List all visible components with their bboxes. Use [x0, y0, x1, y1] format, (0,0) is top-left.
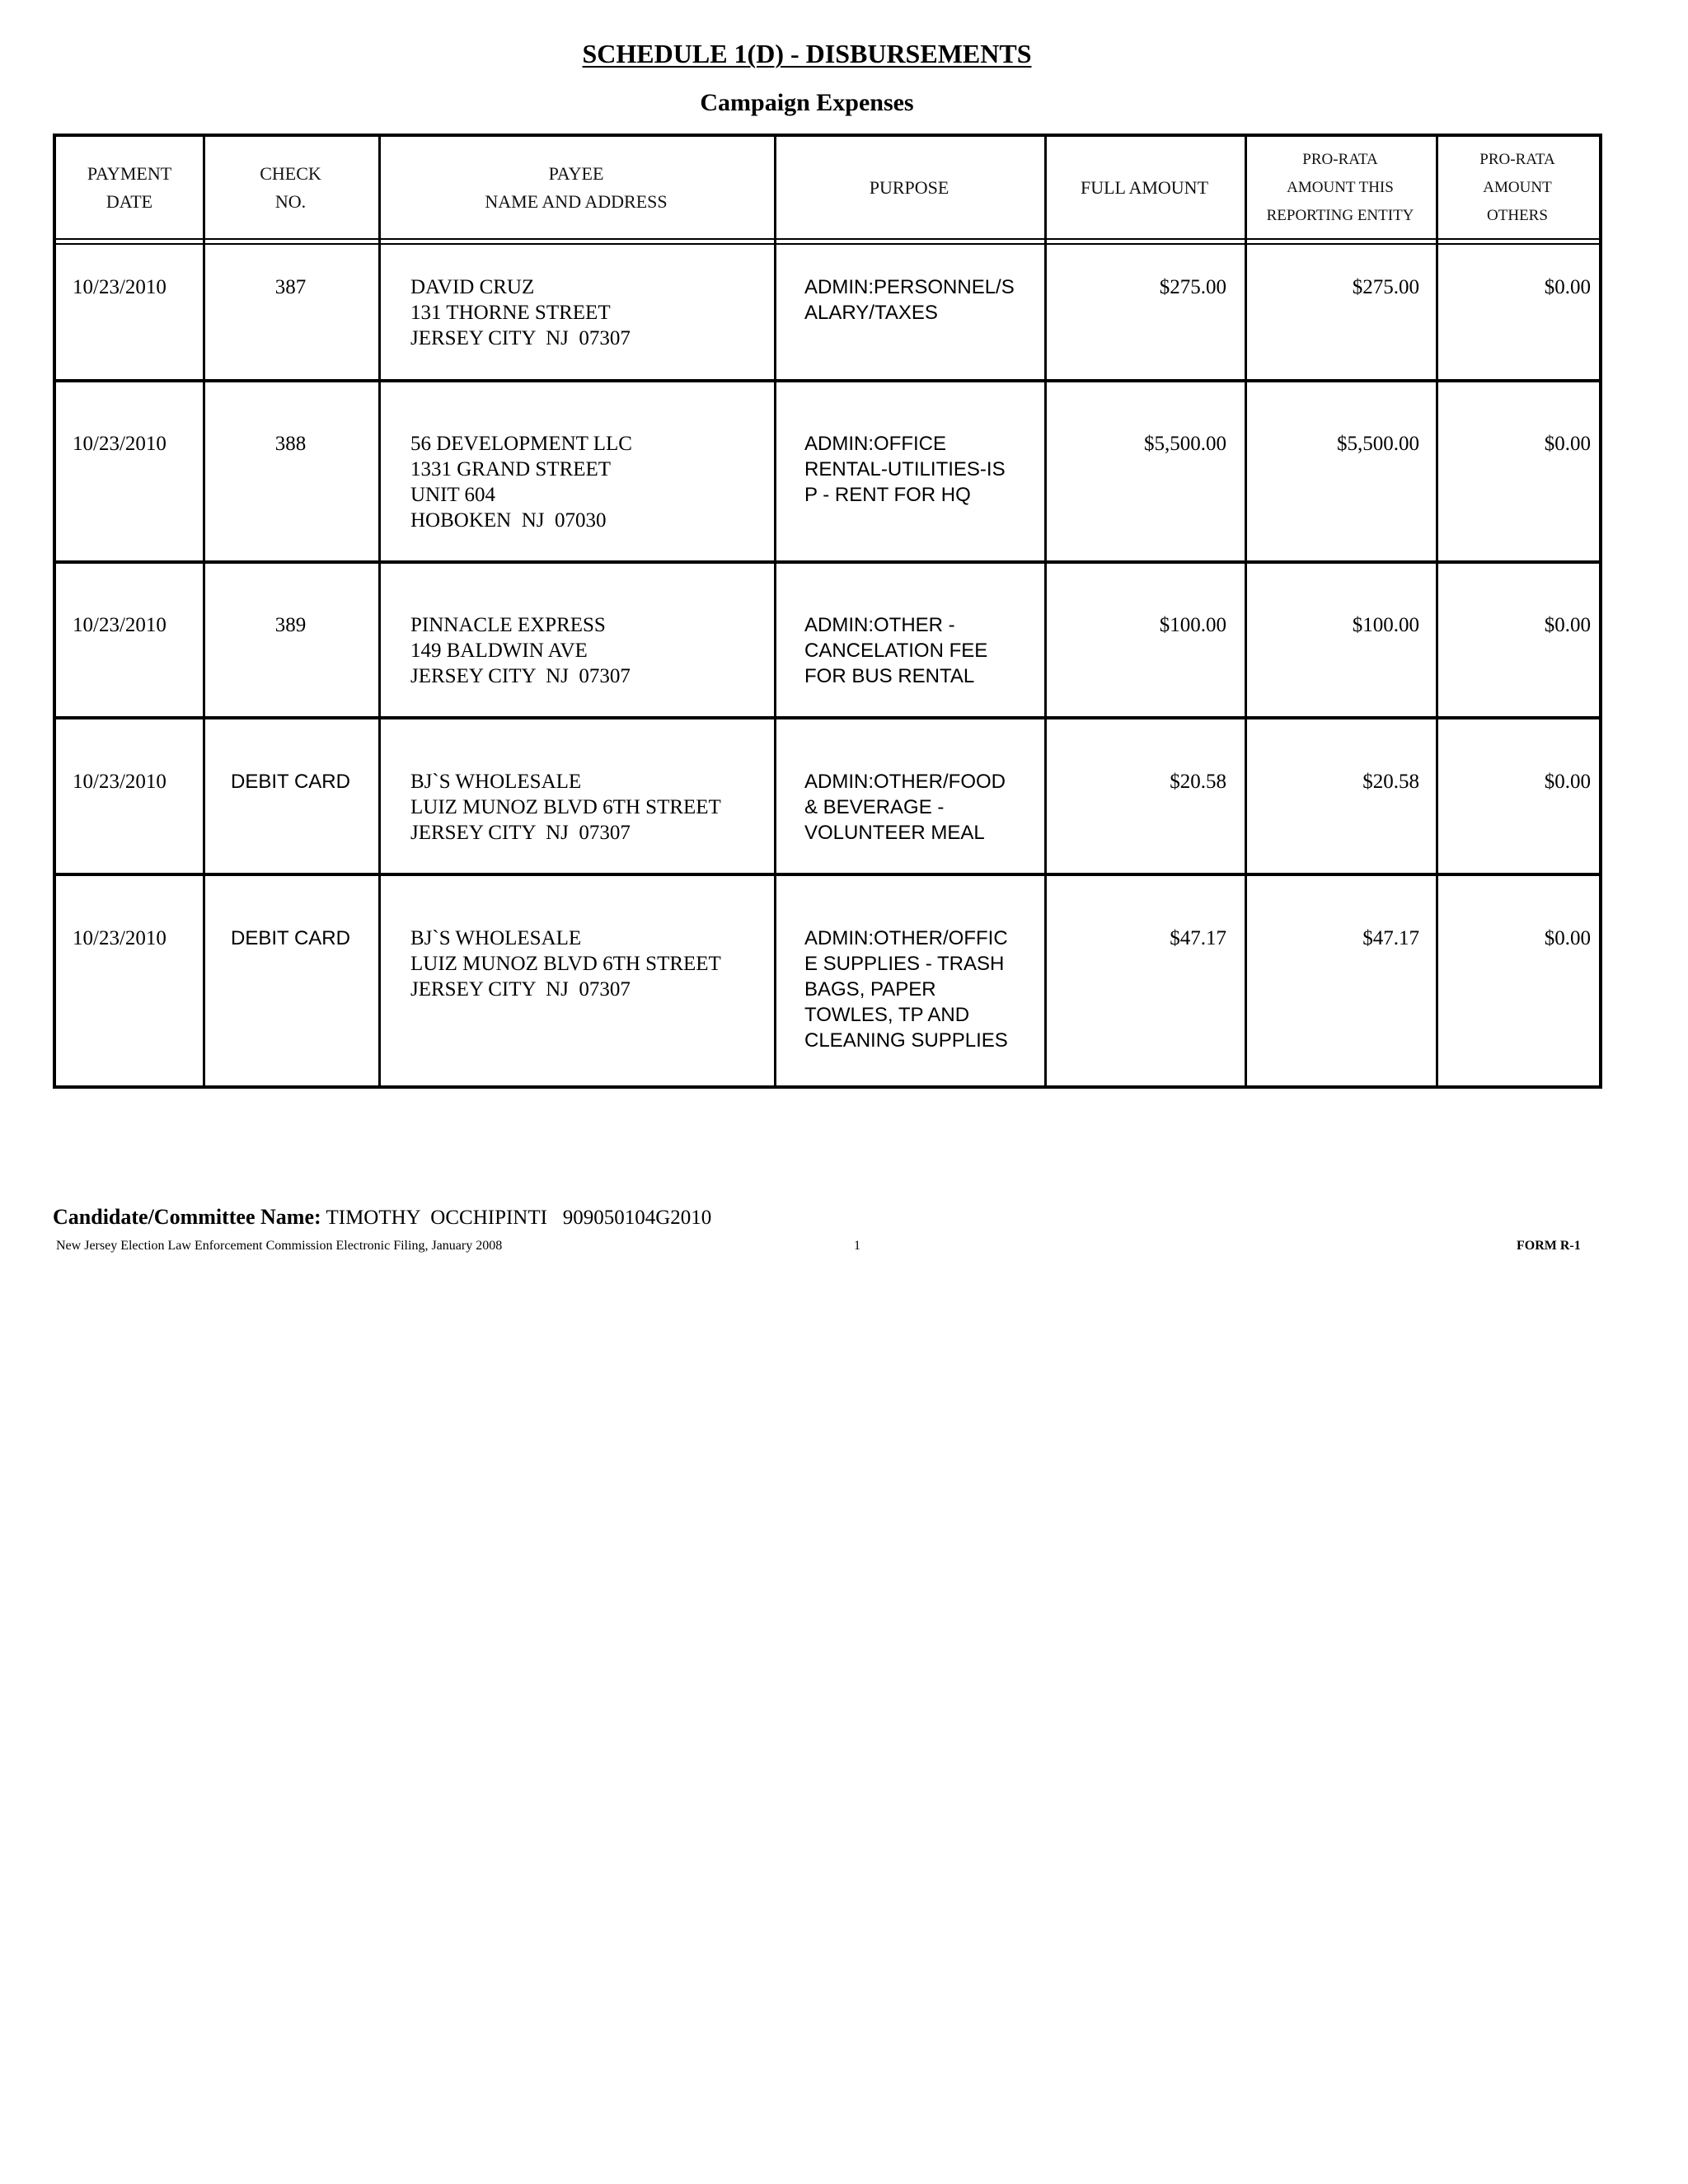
- cell-payment-date: 10/23/2010: [73, 927, 166, 949]
- cell-check-no: 388: [274, 433, 307, 455]
- cell-pro-rata-this: $20.58: [1362, 771, 1419, 793]
- col-header-line: NO.: [274, 190, 307, 212]
- col-header-payee: [378, 137, 774, 238]
- cell-pro-rata-this: $100.00: [1352, 614, 1419, 636]
- row-divider: [56, 716, 1599, 719]
- cell-purpose: ADMIN:OTHER - CANCELATION FEE FOR BUS RENTAL: [804, 614, 988, 687]
- cell-check-no: DEBIT CARD: [231, 771, 350, 793]
- column-divider: [774, 137, 776, 1085]
- col-header-line: PRO-RATA: [1479, 150, 1555, 168]
- commission-footer-text: New Jersey Election Law Enforcement Commission Electronic Filing, January 2008: [56, 1239, 503, 1253]
- cell-payee: BJ`S WHOLESALE LUIZ MUNOZ BLVD 6TH STREET JERSEY CITY NJ 07307: [410, 771, 721, 844]
- row-divider: [56, 873, 1599, 876]
- col-header-line: AMOUNT THIS: [1287, 178, 1394, 196]
- col-header-line: DATE: [106, 190, 153, 212]
- row-divider: [56, 560, 1599, 564]
- col-header-pro-rata-others: [1436, 137, 1599, 238]
- candidate-name-value: TIMOTHY OCCHIPINTI 909050104G2010: [326, 1207, 712, 1229]
- col-header-line: CHECK: [260, 162, 321, 184]
- cell-payment-date: 10/23/2010: [73, 614, 166, 636]
- col-header-line: REPORTING ENTITY: [1266, 206, 1414, 224]
- schedule-title-text: SCHEDULE 1(D) - DISBURSEMENTS: [582, 39, 1032, 68]
- cell-pro-rata-others: $0.00: [1544, 433, 1591, 455]
- col-header-line: PRO-RATA: [1302, 150, 1378, 168]
- schedule-subtitle: Campaign Expenses: [700, 89, 914, 116]
- page-number: 1: [854, 1239, 860, 1253]
- cell-pro-rata-others: $0.00: [1544, 614, 1591, 636]
- col-header-pro-rata-this: [1245, 137, 1436, 238]
- col-header-purpose: PURPOSE: [869, 176, 950, 198]
- schedule-title: [0, 39, 1614, 69]
- col-header-line: PAYMENT: [87, 162, 172, 184]
- col-header-line: OTHERS: [1487, 206, 1548, 224]
- col-header-check-no: [203, 137, 378, 238]
- cell-check-no: DEBIT CARD: [231, 927, 350, 949]
- cell-payment-date: 10/23/2010: [73, 433, 166, 455]
- cell-payee: BJ`S WHOLESALE LUIZ MUNOZ BLVD 6TH STREET JERSEY CITY NJ 07307: [410, 927, 721, 1001]
- cell-pro-rata-others: $0.00: [1544, 276, 1591, 298]
- disbursements-table: [53, 134, 1602, 1089]
- cell-full-amount: $47.17: [1170, 927, 1226, 949]
- cell-payment-date: 10/23/2010: [73, 276, 166, 298]
- col-header-payment-date: [56, 137, 203, 238]
- cell-payee: PINNACLE EXPRESS 149 BALDWIN AVE JERSEY CITY NJ 07307: [410, 614, 631, 687]
- cell-check-no: 387: [274, 276, 307, 298]
- cell-pro-rata-this: $5,500.00: [1337, 433, 1419, 455]
- cell-full-amount: $5,500.00: [1144, 433, 1226, 455]
- cell-payee: DAVID CRUZ 131 THORNE STREET JERSEY CITY NJ 07307: [410, 276, 631, 349]
- cell-purpose: ADMIN:OTHER/FOOD & BEVERAGE - VOLUNTEER MEAL: [804, 771, 1006, 844]
- cell-pro-rata-others: $0.00: [1544, 927, 1591, 949]
- cell-pro-rata-this: $275.00: [1352, 276, 1419, 298]
- cell-pro-rata-this: $47.17: [1362, 927, 1419, 949]
- form-id: FORM R-1: [1517, 1239, 1581, 1253]
- column-divider: [378, 137, 381, 1085]
- col-header-line: AMOUNT: [1483, 178, 1552, 196]
- cell-payment-date: 10/23/2010: [73, 771, 166, 793]
- cell-check-no: 389: [274, 614, 307, 636]
- cell-payee: 56 DEVELOPMENT LLC 1331 GRAND STREET UNIT 604 HOBOKEN NJ 07030: [410, 433, 632, 532]
- col-header-line: PAYEE: [548, 162, 604, 184]
- cell-full-amount: $100.00: [1159, 614, 1226, 636]
- header-rule-double: [56, 243, 1599, 245]
- cell-purpose: ADMIN:OTHER/OFFIC E SUPPLIES - TRASH BAGS, PAPER TOWLES, TP AND CLEANING SUPPLIES: [804, 927, 1008, 1052]
- col-header-full-amount: FULL AMOUNT: [1080, 176, 1209, 198]
- row-divider: [56, 379, 1599, 382]
- candidate-name-label: Candidate/Committee Name:: [53, 1205, 321, 1229]
- cell-full-amount: $275.00: [1159, 276, 1226, 298]
- cell-purpose: ADMIN:PERSONNEL/S ALARY/TAXES: [804, 276, 1015, 324]
- cell-pro-rata-others: $0.00: [1544, 771, 1591, 793]
- cell-full-amount: $20.58: [1170, 771, 1226, 793]
- col-header-line: NAME AND ADDRESS: [485, 190, 668, 212]
- cell-purpose: ADMIN:OFFICE RENTAL-UTILITIES-IS P - RENT FOR HQ: [804, 433, 1006, 506]
- candidate-committee-name: [53, 1205, 711, 1230]
- header-rule: [56, 238, 1599, 240]
